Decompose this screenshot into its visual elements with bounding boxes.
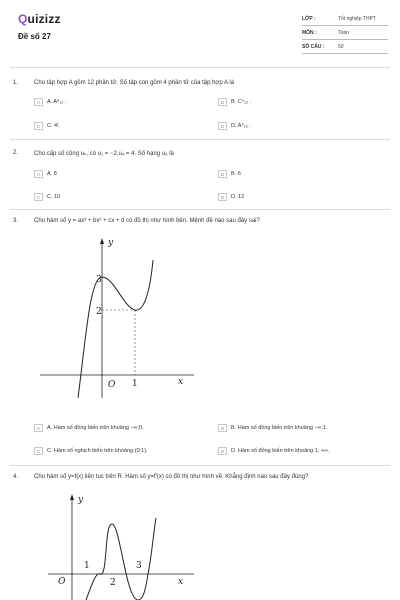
- option-c[interactable]: [34, 122, 60, 130]
- question-divider: [10, 209, 390, 210]
- origin-label: O: [58, 577, 66, 587]
- option-a[interactable]: [34, 424, 144, 432]
- question-divider: [10, 139, 390, 140]
- option-letter: A: [34, 170, 43, 178]
- option-d[interactable]: [218, 193, 244, 201]
- option-text: C. 4!.: [47, 123, 61, 129]
- question-number: 2.: [13, 150, 19, 156]
- option-letter: D: [218, 122, 227, 130]
- meta-row-count: SỐ CÂU : 50: [302, 40, 388, 54]
- option-letter: A: [34, 424, 43, 432]
- option-letter: C: [34, 122, 43, 130]
- y-axis-label: y: [108, 238, 114, 248]
- x-axis-label: x: [178, 577, 184, 587]
- option-c[interactable]: [34, 193, 60, 201]
- question-text: Cho hàm số y = ax³ + bx² + cx + d có đồ thị như hình bên. Mệnh đề nào sau đây sai?: [34, 218, 260, 224]
- meta-row-subject: MÔN : Toán: [302, 26, 388, 40]
- header-divider: [10, 67, 390, 68]
- option-letter: B: [218, 170, 227, 178]
- option-letter: D: [218, 193, 227, 201]
- option-text: B. Hàm số đồng biến trên khoảng −∞;1.: [231, 425, 328, 431]
- option-letter: D: [218, 447, 227, 455]
- x-tick-1: 1: [84, 561, 90, 571]
- cubic-function-graph: [38, 232, 198, 402]
- option-text: B. C⁴₁₂ .: [231, 99, 252, 105]
- quizizz-logo: Quizizz: [18, 12, 61, 26]
- option-text: B. 6: [231, 171, 241, 177]
- y-axis-arrow: [100, 238, 104, 244]
- question-number: 1.: [13, 80, 19, 86]
- exam-title: Đề số 27: [18, 32, 51, 41]
- option-d[interactable]: [218, 122, 251, 130]
- option-letter: B: [218, 98, 227, 106]
- option-text: A. 8: [47, 171, 57, 177]
- x-tick-2: 2: [110, 578, 116, 588]
- y-axis-label: y: [78, 495, 84, 505]
- x-tick-1: 1: [132, 379, 138, 389]
- option-b[interactable]: [218, 424, 328, 432]
- derivative-graph: [38, 488, 198, 600]
- question-text: Cho hàm số y=f(x) liên tục trên R. Hàm số y=f'(x) có đồ thị như hình vẽ. Khẳng định nào sau đây đúng?: [34, 474, 309, 480]
- option-text: C. 10: [47, 194, 61, 200]
- option-a[interactable]: [34, 170, 57, 178]
- option-text: D. A⁴₁₂ .: [231, 123, 251, 129]
- meta-row-class: LỚP : Tốt nghiệp THPT: [302, 12, 388, 26]
- question-text: Cho cấp số cộng uₙ, có u₁ = −2,u₄ = 4. Số hạng u₆ là: [34, 151, 174, 157]
- question-number: 3.: [13, 218, 19, 224]
- x-axis-label: x: [178, 377, 184, 387]
- header: [0, 0, 400, 66]
- y-tick-3: 3: [96, 275, 102, 285]
- meta-table: [302, 12, 388, 54]
- derivative-curve: [86, 518, 156, 600]
- option-text: A. A⁸₁₂ .: [47, 99, 67, 105]
- option-letter: A: [34, 98, 43, 106]
- option-letter: C: [34, 193, 43, 201]
- y-axis-arrow: [70, 494, 74, 500]
- question-text: Cho tập hợp A gồm 12 phần tử. Số tập con gồm 4 phần tử của tập hợp A là: [34, 80, 235, 86]
- option-letter: B: [218, 424, 227, 432]
- option-text: C. Hàm số nghịch biến trên khoảng (0;1).: [47, 448, 148, 454]
- option-b[interactable]: [218, 170, 241, 178]
- option-d[interactable]: [218, 447, 330, 455]
- option-text: D. Hàm số đồng biến trên khoảng 1; +∞.: [231, 448, 330, 454]
- option-b[interactable]: [218, 98, 251, 106]
- option-a[interactable]: [34, 98, 66, 106]
- origin-label: O: [108, 380, 116, 390]
- question-divider: [10, 465, 390, 466]
- x-tick-3: 3: [136, 561, 142, 571]
- option-text: A. Hàm số đồng biến trên khoảng −∞;0.: [47, 425, 144, 431]
- option-letter: C: [34, 447, 43, 455]
- function-curve: [78, 260, 153, 398]
- option-c[interactable]: [34, 447, 148, 455]
- y-tick-2: 2: [96, 307, 102, 317]
- question-number: 4.: [13, 474, 19, 480]
- option-text: D. 12: [231, 194, 245, 200]
